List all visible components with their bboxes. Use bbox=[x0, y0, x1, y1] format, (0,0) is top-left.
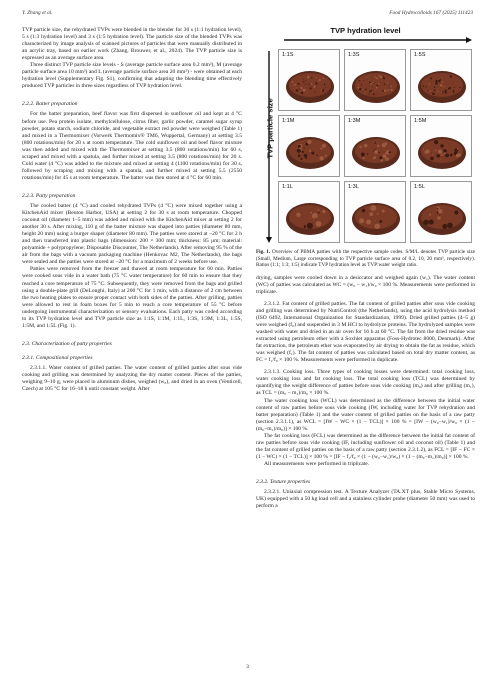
sample-code-label: 1:3S bbox=[348, 52, 360, 58]
subsection-heading: 2.3.1. Compositional properties bbox=[22, 354, 93, 361]
figure-title: TVP hydration level bbox=[330, 26, 401, 35]
sample-code-label: 1:5M bbox=[414, 118, 427, 124]
paragraph: 2.3.2.1. Uniaxial compression test. A Texture Analyzer (TA.XT plus, Stable Micro Systems, UK) equipped with a 50 kg load cell and a stainless cylinder probe (diameter 50 mm) was used to perform a bbox=[256, 489, 475, 510]
paragraph: The fat cooking loss (FCL) was determined as the difference between the initial fat content of raw patties before sous vide cooking (IF, including sunflower oil and coconut oil) (Table 1) and the fat content of grilled patties on the basis of a raw patty (section 2.3.1.2), as FCL = [IF − FC × (1 − WC) × (1 − TCL)] × 100 % = [IF − f₁/f₀ × (1 − (w₀−w₁)/w₀) × (1 − (m₀−m₁)/m₀)] × 100 %. bbox=[256, 432, 475, 460]
patty-image bbox=[345, 116, 407, 178]
patty-photo-cell bbox=[278, 49, 340, 111]
sample-code-label: 1:3L bbox=[348, 184, 359, 190]
patty-image bbox=[411, 182, 473, 244]
paragraph: Patties were removed from the freezer and thawed at room temperature for 60 min. Patties were cooked sous vide in a water bath (75 °C water temperature) for 60 min to ensure that they reached a core temperature of 75 °C. Subsequently, they were removed from the bags and grilled using a double-plate grill (DeLonghi, Italy) at 200 °C for 1 min, with a distance of 2 cm between the two heating plates to ensure proper contact with both sides of the patties. After grilling, patties were allowed to rest in foam boxes for 5 min to reach a core temperature of 55 °C before undergoing instrumental characterization or sensory evaluations. Each patty was coded according to its TVP hydration level and TVP particle size as 1:1S, 1:1M, 1:1L, 1:3S, 1:3M, 1:3L, 1:5S, 1:5M, and 1:5L (Fig. 1). bbox=[22, 266, 242, 329]
left-column bbox=[22, 27, 242, 393]
patty-grid bbox=[278, 49, 474, 243]
patty-photo-cell bbox=[344, 115, 406, 177]
section-heading: 2.3. Characterization of patty properties bbox=[22, 340, 112, 347]
patty-image bbox=[279, 182, 341, 244]
paragraph: 2.3.1.3. Cooking loss. Three types of cooking losses were determined: total cooking loss, water cooking loss and fat cooking loss. The total cooking loss (TCL) was determined by quantifying the weight difference of patties before sous vide cooking (m₀) and after grilling (m₁), as TCL = (m₀ − m₁)/m₀ × 100 %. bbox=[256, 369, 475, 397]
patty-photo-cell bbox=[344, 181, 406, 243]
page-number: 3 bbox=[246, 664, 249, 670]
section-heading: 2.2.2. Batter preparation bbox=[22, 101, 78, 108]
patty-image bbox=[279, 50, 341, 112]
sample-code-label: 1:1M bbox=[282, 118, 295, 124]
patty-photo-cell bbox=[278, 115, 340, 177]
sample-code-label: 1:1L bbox=[282, 184, 293, 190]
paragraph: Three distinct TVP particle size levels - S (average particle surface area 0.2 mm²), M (average particle surface area 10 mm²) and L (average particle surface area 20 mm²) - were obtained at each hydration level (Supplementary Fig. S1), confirming that adapting the blending time effectively produced TVP particles in three sizes regardless of TVP hydration level. bbox=[22, 62, 242, 90]
patty-photo-cell bbox=[410, 181, 472, 243]
patty-image bbox=[411, 116, 473, 178]
patty-photo-cell bbox=[344, 49, 406, 111]
section-heading: 2.2.3. Patty preparation bbox=[22, 192, 76, 199]
patty-photo-cell bbox=[410, 49, 472, 111]
sample-code-label: 1:3M bbox=[348, 118, 361, 124]
patty-image bbox=[411, 50, 473, 112]
paragraph: The water cooking loss (WCL) was determined as the difference between the initial water content of raw patties before sous vide cooking (IW, including water for TVP rehydration and batter preparation) (Table 1) and the water content of grilled patties on the basis of a raw patty (section 2.3.1.1), as WCL = [IW − WC × (1 − TCL)] × 100 % = [IW − (w₀−w₁)/w₀ × (1 − (m₀−m₁)/m₀)] × 100 %. bbox=[256, 397, 475, 432]
page-header bbox=[22, 10, 473, 20]
paragraph: 2.3.1.1. Water content of grilled patties. The water content of grilled patties after sous vide cooking and grilling was determined by analyzing the dry matter content. Pieces of the patties, weighing 9–10 g, were placed in aluminum dishes, weighed (w₀), and dried in an oven (Venticell, Czech) at 105 °C for 16–18 h until constant weight. After bbox=[22, 364, 242, 393]
patty-image bbox=[279, 116, 341, 178]
paragraph: drying, samples were cooled down in a desiccator and weighed again (w₁). The water content (WC) of patties was calculated as WC = (w₀ − w₁)/w₀ × 100 %. Measurements were performed in triplicate. bbox=[256, 274, 475, 295]
paragraph: TVP particle size, the rehydrated TVPs were blended in the blender for 30 s (1:1 hydration level), 5 s (1:3 hydration level) and 3 s (1:5 hydration level). The particle size of the blended TVPs was characterized by image analysis of scanned pictures of particles that were manually distributed in an acrylic tray, based on earlier work (Zhang, Brouwer, et al., 2024). The TVP particle size is expressed as an average surface area. bbox=[22, 27, 242, 62]
sample-code-label: 1:5L bbox=[414, 184, 425, 190]
section-heading: 2.3.2. Texture properties bbox=[256, 479, 311, 485]
running-journal: Food Hydrocolloids 167 (2025) 111423 bbox=[389, 10, 473, 16]
figure-1 bbox=[256, 27, 475, 245]
patty-image bbox=[345, 50, 407, 112]
sample-code-label: 1:1S bbox=[282, 52, 294, 58]
paragraph: All measurements were performed in triplicate. bbox=[264, 460, 370, 467]
right-column bbox=[256, 27, 475, 510]
patty-photo-cell bbox=[410, 115, 472, 177]
hydration-arrow-icon bbox=[284, 37, 472, 43]
paragraph: For the batter preparation, beef flavor was first dispersed in sunflower oil and kept at 4 °C before use. Pea protein isolate, methylcellulose, citrus fiber, garlic powder, caramel sugar syrup powder, potato starch, sodium chloride, and vegetable extract red powder were weighed (Table 1) and mixed in a Thermomixer (Vorwerk Thermomix® TM6, Wuppertal, Germany) at setting 3.5 (800 rotations/min) for 20 s at room temperature. The cold sunflower oil and beef flavor mixture was then added and mixed with the Thermomixer at setting 3.5 (800 rotations/min) for 60 s, scraped and mixed with a spatula, and further mixed at setting 3.5 (800 rotations/min) for 20 s. Cold water (4 °C) was added to the mixture and mixed at setting 4 (1100 rotations/min) for 30 s, followed by scraping and mixing with a spatula, and further mixed at setting 5.5 (2550 rotations/min) for 45 s at room temperature. The batter was then stored at 4 °C for 60 min. bbox=[22, 111, 242, 181]
paragraph: The cooled batter (4 °C) and cooled rehydrated TVPs (4 °C) were mixed together using a KitchenAid mixer (Benton Harbor, USA) at setting 2 for 30 s at room temperature. Chopped coconut oil (diameter 1–5 mm) was added and mixed with the KitchenAid mixer at setting 2 for another 30 s. After mixing, 110 g of the batter mixture was shaped into patties (diameter 80 mm, height 20 mm) using a burger shaper (diameter 80 mm). The patties were stored at −20 °C for 2 h and then transferred into plastic bags (dimension: 200 × 300 mm; thickness: 85 μm; material: polyamide + polypropylene; Disposable Discounter, The Netherlands). After removing 95 % of the air from the bags with a vacuum packaging machine (Henkovac M2, The Netherlands), the bags were sealed and the patties were stored at −20 °C for a maximum of 2 weeks before use. bbox=[22, 202, 242, 266]
figure-caption bbox=[256, 249, 475, 269]
patty-image bbox=[345, 182, 407, 244]
patty-photo-cell bbox=[278, 181, 340, 243]
sample-code-label: 1:5S bbox=[414, 52, 426, 58]
running-authors: Y. Zhang et al. bbox=[22, 10, 53, 16]
caption-label: Fig. 1. bbox=[256, 249, 271, 255]
figure-y-label: TVP particle size bbox=[265, 98, 275, 159]
paragraph: 2.3.1.2. Fat content of grilled patties. The fat content of grilled patties after sous vide cooking and grilling was determined by NutriControl (the Netherlands), using the acid hydrolysis method (ISO 6492, International Organization for Standardization, 1999). Dried grilled patties (4–5 g) were weighed (f₀) and suspended in 3 M HCl to hydrolyze proteins. The hydrolyzed samples were washed with water and dried in an air oven for 16 h at 60 °C. The fat from the dried residue was extracted using petroleum ether with a Soxhlet apparatus (Foss-Hydrotec 8000, Denmark). After fat extraction, the petroleum ether was evaporated by air drying to obtain the fat as residue, which was weighed (f₁). The fat content of patties was calculated based on total dry matter content, as FC = f₁/f₀ × 100 %. Measurements were performed in duplicate. bbox=[256, 300, 475, 364]
caption-text: Overview of PBMA patties with the respective sample codes. S/M/L denotes TVP particle size (Small, Medium, Large corresponding to TVP particle surface area of 0.2, 10, 20 mm², respectively). Ratios (1:1; 1:3; 1:5) indicate TVP hydration level as TVP:water weight ratio. bbox=[256, 249, 475, 269]
